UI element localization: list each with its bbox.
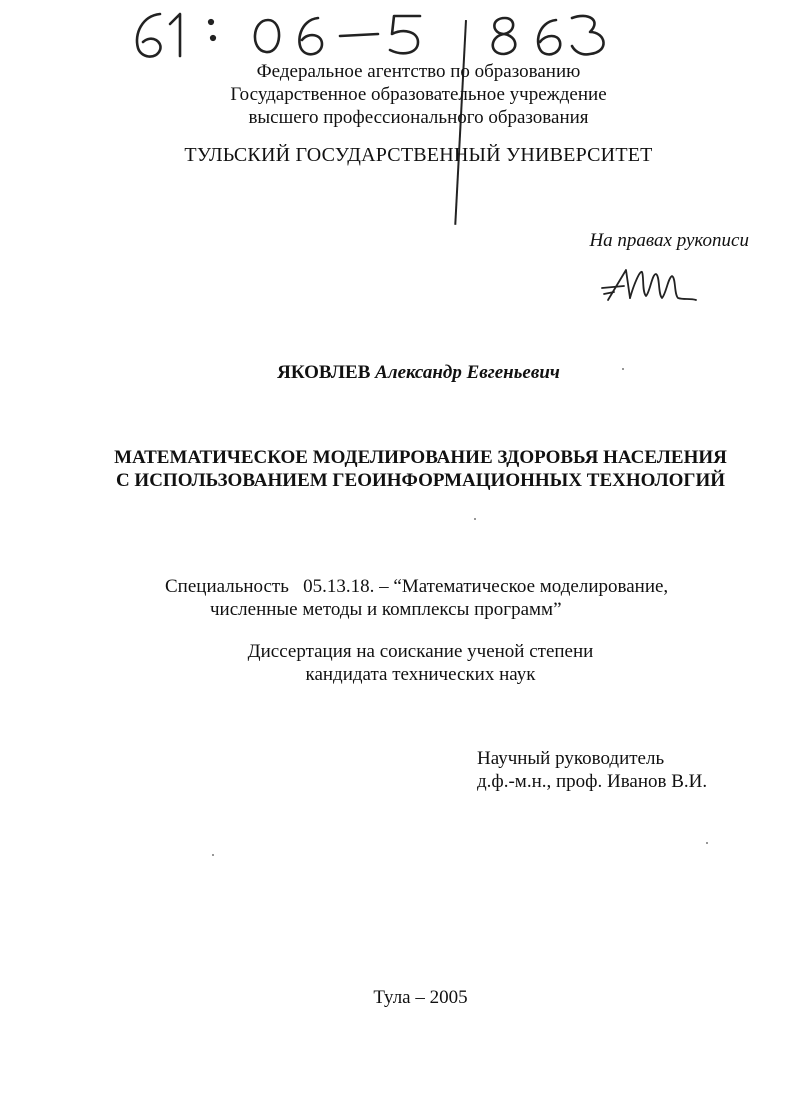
author-signature: [600, 262, 710, 312]
dissertation-title: [22, 446, 797, 492]
manuscript-note: На правах рукописи: [589, 230, 749, 251]
scan-speck: [474, 518, 476, 520]
specialty-line: численные методы и комплексы программ”: [210, 599, 562, 620]
title-line: МАТЕМАТИЧЕСКОЕ МОДЕЛИРОВАНИЕ ЗДОРОВЬЯ НАСЕЛЕНИЯ: [114, 447, 727, 468]
city-year: Тула – 2005: [373, 987, 468, 1008]
degree-statement: [22, 640, 797, 686]
author-surname: ЯКОВЛЕВ: [277, 362, 371, 383]
scientific-supervisor: [477, 747, 707, 793]
supervisor-label: Научный руководитель: [477, 748, 665, 769]
scan-speck: [212, 854, 214, 856]
author-given-names: Александр Евгеньевич: [375, 362, 560, 383]
agency-line: Государственное образовательное учреждение: [230, 84, 607, 105]
scan-speck: [706, 842, 708, 844]
specialty: [165, 575, 725, 621]
university-name: ТУЛЬСКИЙ ГОСУДАРСТВЕННЫЙ УНИВЕРСИТЕТ: [184, 144, 653, 166]
degree-line: Диссертация на соискание ученой степени: [247, 641, 594, 662]
scan-speck: [622, 368, 624, 370]
signature-scribble-drawing: [600, 262, 710, 312]
author-name: [20, 362, 797, 384]
agency-line: высшего профессионального образования: [248, 107, 589, 128]
degree-line: кандидата технических наук: [305, 664, 536, 685]
specialty-line: Специальность 05.13.18. – “Математическое моделирование,: [165, 576, 669, 597]
title-line: С ИСПОЛЬЗОВАНИЕМ ГЕОИНФОРМАЦИОННЫХ ТЕХНОЛОГИЙ: [115, 470, 726, 491]
agency-line: Федеральное агентство по образованию: [256, 61, 581, 82]
agency-header: [20, 60, 797, 129]
supervisor-name: д.ф.-м.н., проф. Иванов В.И.: [477, 771, 708, 792]
